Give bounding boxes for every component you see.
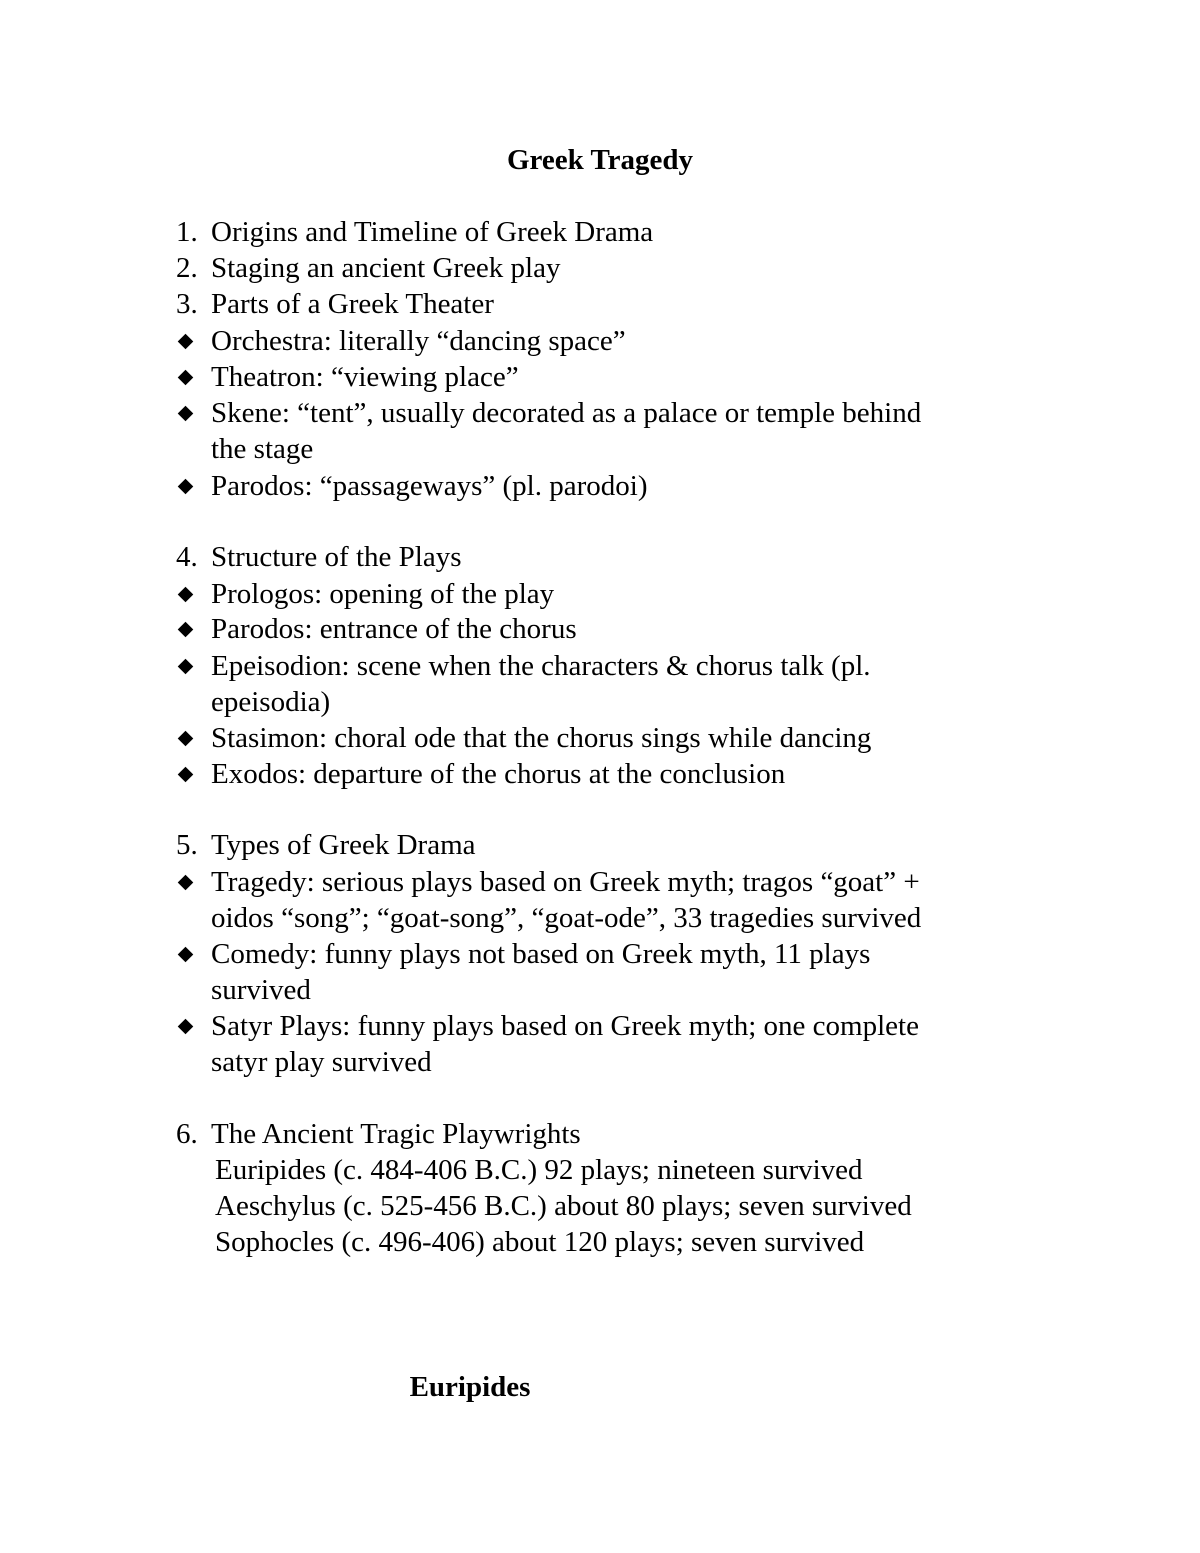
list-number: 3. [176,288,198,320]
list-number: 4. [176,541,198,573]
list-number: 6. [176,1118,198,1150]
diamond-bullet-icon [178,875,194,891]
list-item-continuation: epeisodia) [211,686,331,718]
section-heading: Parts of a Greek Theater [211,288,494,320]
list-item: Satyr Plays: funny plays based on Greek myth; one complete [211,1010,919,1042]
diamond-bullet-icon [178,1019,194,1035]
section-heading: Types of Greek Drama [211,829,476,861]
list-item: Theatron: “viewing place” [211,361,519,393]
list-number: 2. [176,252,198,284]
section-heading: Structure of the Plays [211,541,462,573]
section-heading: Origins and Timeline of Greek Drama [211,216,654,248]
list-item: Parodos: entrance of the chorus [211,613,577,645]
section-heading: Staging an ancient Greek play [211,252,561,284]
diamond-bullet-icon [178,479,194,495]
list-item: Prologos: opening of the play [211,578,555,610]
list-item: Exodos: departure of the chorus at the conclusion [211,758,786,790]
list-item: Stasimon: choral ode that the chorus sings while dancing [211,722,872,754]
diamond-bullet-icon [178,767,194,783]
list-number: 1. [176,216,198,248]
list-item-continuation: oidos “song”; “goat-song”, “goat-ode”, 33 tragedies survived [211,902,922,934]
diamond-bullet-icon [178,947,194,963]
list-item: Parodos: “passageways” (pl. parodoi) [211,470,648,502]
diamond-bullet-icon [178,334,194,350]
page-title: Greek Tragedy [506,144,694,176]
subsection-title: Euripides [409,1371,531,1403]
list-item-continuation: survived [211,974,311,1006]
list-item: Tragedy: serious plays based on Greek myth; tragos “goat” + [211,866,920,898]
list-item-continuation: the stage [211,433,314,465]
list-item: Skene: “tent”, usually decorated as a palace or temple behind [211,397,922,429]
diamond-bullet-icon [178,370,194,386]
list-item: Comedy: funny plays not based on Greek myth, 11 plays [211,938,871,970]
diamond-bullet-icon [178,731,194,747]
list-item: Epeisodion: scene when the characters & chorus talk (pl. [211,650,871,682]
playwright-entry: Aeschylus (c. 525-456 B.C.) about 80 plays; seven survived [215,1190,912,1222]
section-heading: The Ancient Tragic Playwrights [211,1118,581,1150]
diamond-bullet-icon [178,587,194,603]
diamond-bullet-icon [178,622,194,638]
diamond-bullet-icon [178,659,194,675]
playwright-entry: Euripides (c. 484-406 B.C.) 92 plays; nineteen survived [215,1154,863,1186]
playwright-entry: Sophocles (c. 496-406) about 120 plays; seven survived [215,1226,865,1258]
list-item: Orchestra: literally “dancing space” [211,325,626,357]
list-number: 5. [176,829,198,861]
list-item-continuation: satyr play survived [211,1046,432,1078]
diamond-bullet-icon [178,406,194,422]
